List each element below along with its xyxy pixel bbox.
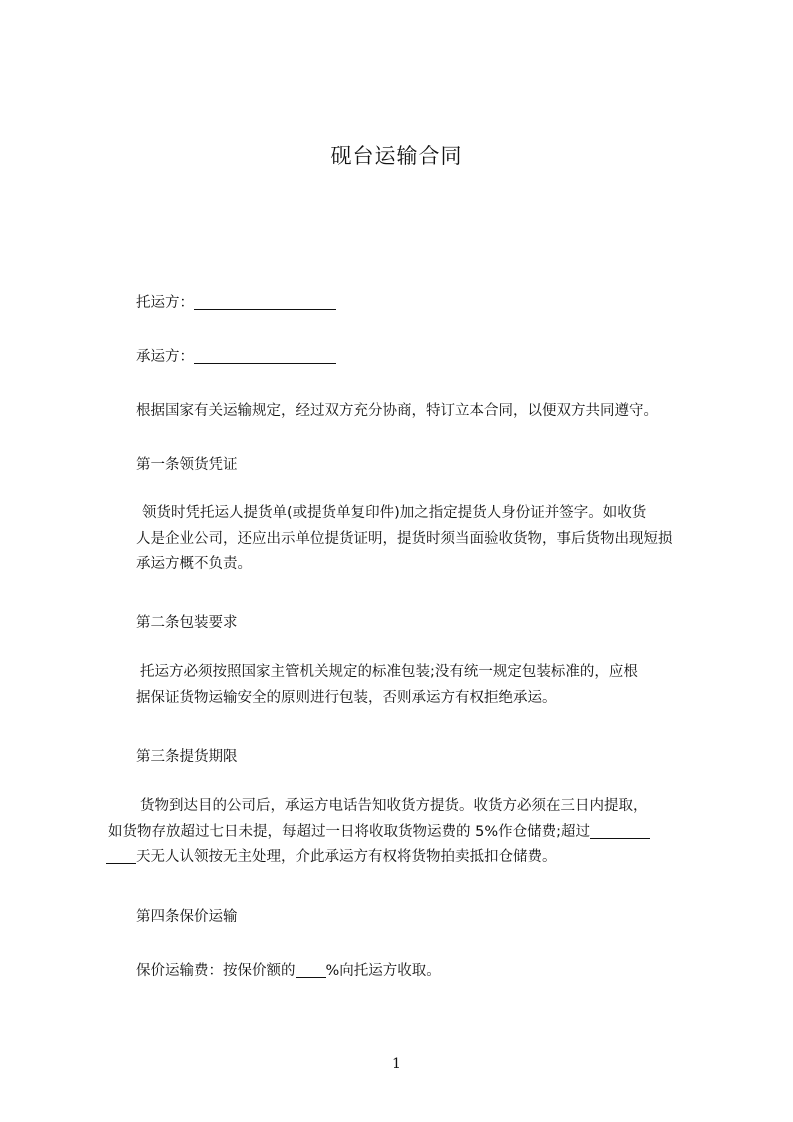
article-1-body xyxy=(106,501,706,578)
article-1-line: 领货时凭托运人提货单(或提货单复印件)加之指定提货人身份证并签字。如收货 xyxy=(142,505,647,521)
carrier-label: 承运方： xyxy=(136,349,194,365)
intro-paragraph: 根据国家有关运输规定，经过双方充分协商，特订立本合同，以便双方共同遵守。 xyxy=(136,403,658,419)
article-2-line: 据保证货物运输安全的原则进行包装，否则承运方有权拒绝承运。 xyxy=(136,689,557,706)
days-blank-continued xyxy=(106,848,136,864)
article-3-body xyxy=(106,794,706,871)
article-3-heading: 第三条提货期限 xyxy=(136,749,238,765)
article-1-heading: 第一条领货凭证 xyxy=(136,457,238,473)
shipper-line xyxy=(136,291,336,312)
article-4-heading: 第四条保价运输 xyxy=(136,909,238,925)
insurance-fee-prefix: 保价运输费：按保价额的 xyxy=(136,963,296,979)
article-3-line xyxy=(106,820,706,846)
insurance-fee-suffix: %向托运方收取。 xyxy=(325,963,441,979)
carrier-line xyxy=(136,345,336,366)
percent-blank xyxy=(296,962,326,978)
document-title: 砚台运输合同 xyxy=(330,144,463,168)
article-2-heading: 第二条包装要求 xyxy=(136,615,238,631)
article-3-line xyxy=(106,845,706,871)
shipper-label: 托运方： xyxy=(136,295,194,311)
article-3-line-3-text: 天无人认领按无主处理，介此承运方有权将货物拍卖抵扣仓储费。 xyxy=(136,849,557,865)
carrier-blank xyxy=(194,348,336,364)
article-1-line: 承运方概不负责。 xyxy=(136,556,252,572)
article-1-line: 人是企业公司，还应出示单位提货证明，提货时须当面验收货物，事后货物出现短损 xyxy=(136,530,673,547)
shipper-blank xyxy=(194,294,336,310)
page-number: 1 xyxy=(392,1056,401,1072)
days-blank xyxy=(590,823,650,839)
article-3-line-2-text: 如货物存放超过七日未提，每超过一日将收取货物运费的 5%作仓储费;超过 xyxy=(108,823,590,840)
article-2-body xyxy=(106,660,706,711)
article-3-line: 货物到达目的公司后，承运方电话告知收货方提货。收货方必须在三日内提取， xyxy=(140,798,648,814)
article-2-line: 托运方必须按照国家主管机关规定的标准包装;没有统一规定包装标准的，应根 xyxy=(140,664,638,680)
article-4-body xyxy=(136,959,441,980)
